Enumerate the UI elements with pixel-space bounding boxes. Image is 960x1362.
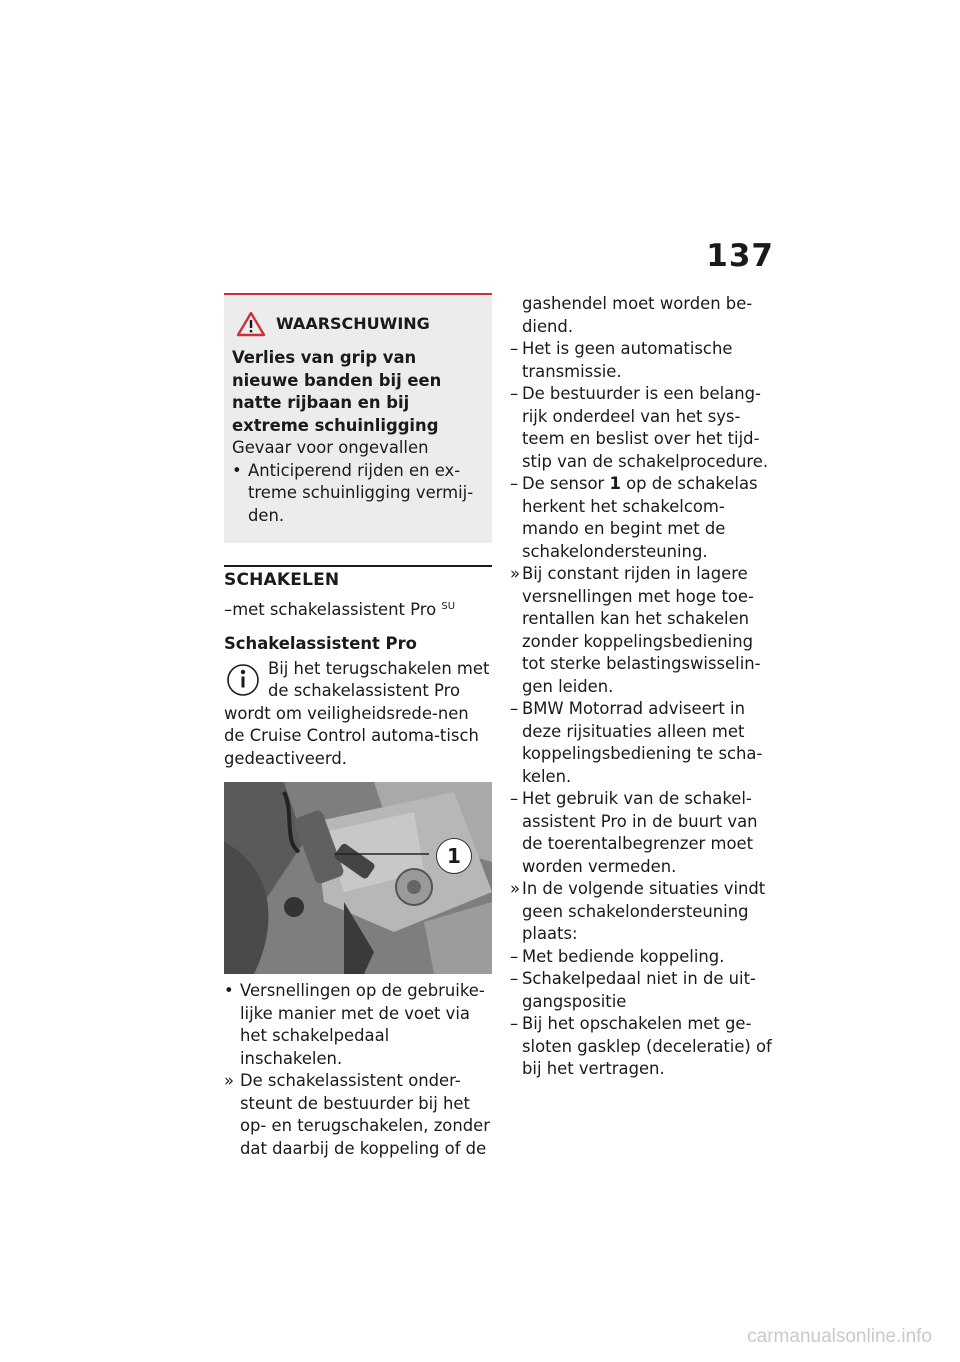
- bullet-marker: •: [232, 460, 242, 480]
- list-marker: –: [510, 339, 519, 358]
- list-item-text: Het is geen automatische transmissie.: [522, 339, 733, 381]
- continued-text-body: gashendel moet worden be-diend.: [522, 294, 753, 336]
- page-number: 137: [706, 238, 774, 274]
- list-item: [510, 563, 778, 698]
- list-marker: »: [510, 879, 521, 898]
- list-item-text: Bij het opschakelen met ge-sloten gasklep (deceleratie) of bij het vertragen.: [522, 1014, 772, 1078]
- list-item: [510, 1013, 778, 1081]
- list-item: [510, 383, 778, 473]
- info-text: Bij het terugschakelen met de schakelassistent Pro wordt om veiligheidsrede-nen de Cruise Control automa-tisch gedeactiveerd.: [224, 658, 490, 768]
- warning-bullet: [232, 460, 484, 528]
- list-marker: –: [510, 946, 519, 966]
- list-item: [510, 698, 778, 788]
- list-item: [510, 788, 778, 878]
- list-item-text: Schakelpedaal niet in de uit-gangspositie: [522, 969, 756, 1011]
- list-marker: –: [510, 789, 519, 808]
- dash-marker: –: [224, 599, 233, 619]
- list-marker: •: [224, 981, 234, 1000]
- right-column: [510, 293, 778, 1081]
- list-item: [224, 980, 492, 1070]
- list-item: [510, 338, 778, 383]
- list-item: [510, 878, 778, 946]
- warning-triangle-icon: [236, 311, 266, 337]
- left-list: [224, 980, 492, 1160]
- list-marker: »: [224, 1071, 235, 1090]
- list-item: [510, 968, 778, 1013]
- list-item-text: BMW Motorrad adviseert in deze rijsituaties alleen met koppelingsbediening te scha-kelen.: [522, 699, 763, 786]
- list-item-text: Versnellingen op de gebruike-lijke manier met de voet via het schakelpedaal inschakelen.: [240, 981, 485, 1068]
- list-item: [510, 473, 778, 563]
- list-item-text: In de volgende situaties vindt geen schakelondersteuning plaats:: [522, 879, 766, 943]
- list-marker: –: [510, 699, 519, 718]
- section-divider: [224, 565, 492, 592]
- list-marker: –: [510, 969, 519, 988]
- option-line: [224, 596, 492, 622]
- list-item-text: Het gebruik van de schakel-assistent Pro in de buurt van de toerentalbegrenzer moet worden vermeden.: [522, 789, 758, 876]
- info-icon: [224, 658, 266, 702]
- watermark-url: carmanualsonline.info: [747, 1326, 932, 1347]
- list-marker: –: [510, 1014, 519, 1033]
- list-item-text: Bij constant rijden in lagere versnellingen met hoge toe-rentallen kan het schakelen zonder koppelingsbediening tot sterke belastingswisselin-gen leiden.: [522, 564, 761, 696]
- warning-header: [232, 311, 484, 337]
- warning-bullet-text: Anticiperend rijden en ex-treme schuinligging vermij-den.: [248, 460, 474, 525]
- warning-subtitle: Gevaar voor ongevallen: [232, 438, 429, 457]
- sub-title: Schakelassistent Pro: [224, 634, 417, 653]
- shift-assistant-photo: [224, 782, 492, 974]
- list-item-text: De schakelassistent onder-steunt de bestuurder bij het op- en terugschakelen, zonder dat daarbij de koppeling of de: [240, 1071, 490, 1158]
- sensor-reference: 1: [609, 474, 621, 493]
- option-code: SU: [441, 600, 456, 612]
- warning-heading: Verlies van grip van nieuwe banden bij een natte rijbaan en bij extreme schuinligging: [232, 348, 442, 435]
- list-item-pre: De sensor: [522, 474, 610, 493]
- info-note: [224, 658, 492, 771]
- list-item-text: op de schakelas herkent het schakelcom-mando en begint met de schakelondersteuning.: [522, 474, 758, 561]
- option-text: met schakelassistent Pro: [232, 599, 437, 619]
- list-marker: »: [510, 564, 521, 583]
- list-item-text: De bestuurder is een belang-rijk onderdeel van het sys-teem en beslist over het tijd-stip van de schakelprocedure.: [522, 384, 769, 471]
- left-column: [224, 293, 492, 1160]
- list-item-text: Met bediende koppeling.: [522, 946, 725, 966]
- list-marker: –: [510, 474, 519, 493]
- warning-box: [224, 293, 492, 543]
- engine-illustration: [224, 782, 492, 974]
- section-title: SCHAKELEN: [224, 570, 340, 590]
- list-item: [510, 946, 778, 969]
- continued-text: [510, 293, 778, 338]
- list-item: [224, 1070, 492, 1160]
- list-marker: –: [510, 384, 519, 403]
- warning-title: WAARSCHUWING: [276, 313, 430, 333]
- callout-marker: 1: [436, 838, 472, 874]
